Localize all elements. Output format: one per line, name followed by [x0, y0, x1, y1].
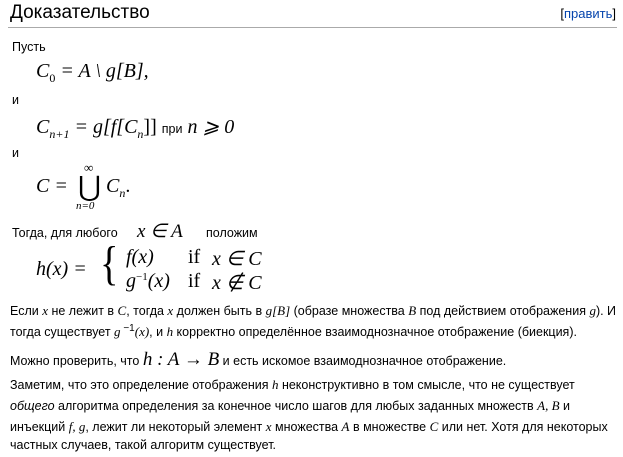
formula-c0 — [36, 60, 149, 83]
text-pri: при — [161, 122, 183, 136]
formula-union-left: C = — [36, 175, 68, 197]
formula-union-right — [106, 175, 130, 198]
paragraph-1-line-1: Если x не лежит в C, тогда x должен быть в g[B] (образе множества B под действием отображения g). И — [10, 303, 617, 318]
union-operator: ⋃ — [78, 172, 101, 203]
paragraph-1-line-2: тогда существует g $^{-1}$(x), и h корректно определённое взаимоднозначное отображение (биекция). — [10, 323, 577, 339]
paragraph-3-line-3: инъекций f, g, лежит ли некоторый элемент x множества A в множестве C или нет. Хотя для некоторых — [10, 419, 608, 434]
edit-bracket-open: [ — [560, 6, 564, 21]
c0-symbol: C — [36, 60, 50, 82]
formula-x-in-a: x ∈ A — [137, 221, 183, 242]
case-1-if: if — [188, 246, 201, 268]
case-2-condition: x ∉ C — [212, 272, 262, 294]
c0-subscript: 0 — [49, 71, 56, 85]
text-togda-suffix: положим — [206, 226, 258, 240]
union-c-subscript: n — [119, 186, 126, 200]
edit-bracket-close: ] — [612, 6, 616, 21]
case-2-g: g — [126, 270, 136, 292]
case-2-value — [126, 270, 170, 293]
case-2-arg: (x) — [147, 270, 170, 292]
case-2-if: if — [188, 270, 201, 292]
cn1-close: ]] — [143, 116, 157, 138]
union-c-symbol: C — [106, 175, 120, 197]
paragraph-3-line-2: общего алгоритма определения за конечное число шагов для любых заданных множеств A, B и — [10, 398, 571, 413]
formula-h-left: h(x) = — [36, 258, 87, 280]
edit-link-text[interactable]: править — [563, 6, 613, 21]
union-lower-limit: n=0 — [76, 200, 95, 212]
section-heading: Доказательство — [10, 2, 150, 23]
heading-divider — [8, 27, 617, 28]
case-2-superscript: −1 — [136, 271, 148, 283]
text-pust: Пусть — [12, 40, 46, 54]
cn1-condition: n ⩾ 0 — [187, 116, 235, 138]
formula-h-map: h : A → B — [142, 349, 220, 370]
paragraph-2: Можно проверить, что h : A → B и есть искомое взаимоднозначное отображение. — [10, 349, 507, 370]
cn1-symbol: C — [36, 116, 50, 138]
formula-cn1 — [36, 114, 234, 139]
cn1-inner-subscript: n — [137, 127, 144, 141]
cn1-subscript: n+1 — [49, 127, 70, 141]
text-togda-prefix: Тогда, для любого — [12, 226, 118, 240]
case-1-expr: f(x) — [126, 246, 154, 268]
paragraph-3-line-4: частных случаев, такой алгоритм существует. — [10, 438, 277, 452]
edit-section-link[interactable] — [560, 6, 616, 21]
paragraph-3-line-1: Заметим, что это определение отображения h неконструктивно в том смысле, что не существует — [10, 377, 575, 392]
union-upper-limit: ∞ — [84, 160, 94, 175]
case-1-value — [126, 246, 154, 269]
cn1-rhs: = g[f[C — [69, 116, 138, 138]
c0-rhs: = A \ g[B], — [55, 60, 149, 82]
case-1-condition: x ∈ C — [212, 248, 262, 270]
cases-brace: { — [100, 237, 119, 290]
text-i-2: и — [12, 146, 19, 160]
union-dot: . — [125, 175, 131, 197]
text-i-1: и — [12, 93, 19, 107]
